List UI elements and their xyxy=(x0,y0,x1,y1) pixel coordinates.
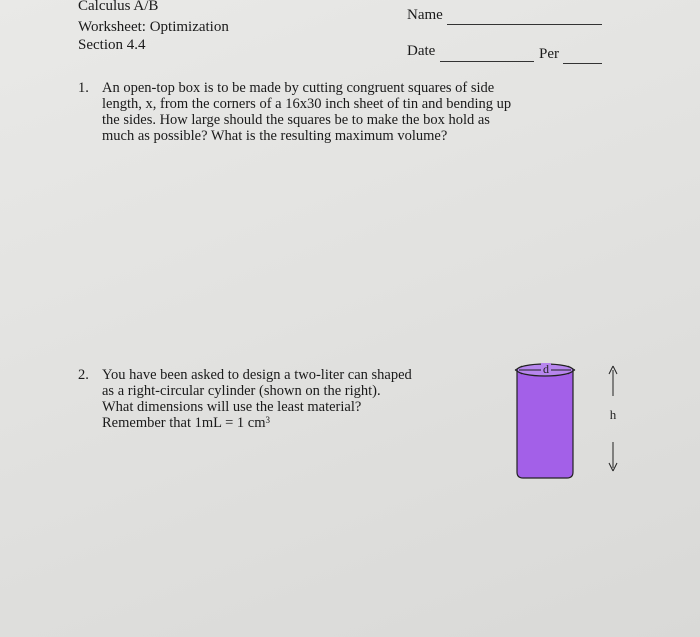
problem-1-line: much as possible? What is the resulting maximum volume? xyxy=(102,128,448,144)
name-blank[interactable] xyxy=(447,24,602,25)
problem-1-text xyxy=(102,80,511,144)
height-label: h xyxy=(609,407,617,422)
section-label: Section 4.4 xyxy=(78,37,146,53)
problem-2-line: as a right-circular cylinder (shown on the right). xyxy=(102,383,381,399)
problem-1-line: the sides. How large should the squares be to make the box hold as xyxy=(102,112,490,128)
problem-1-line: An open-top box is to be made by cutting congruent squares of side xyxy=(102,80,495,96)
cylinder-diagram xyxy=(505,358,635,483)
course-title: Calculus A/B xyxy=(78,0,159,14)
problem-2-remember xyxy=(102,415,412,431)
problem-1-number: 1. xyxy=(78,80,89,96)
problem-2 xyxy=(78,367,458,437)
problem-2-number: 2. xyxy=(78,367,89,383)
name-label: Name xyxy=(407,7,443,23)
per-blank[interactable] xyxy=(563,63,602,64)
per-label: Per xyxy=(539,46,559,62)
date-blank[interactable] xyxy=(440,61,534,62)
problem-1-line: length, x, from the corners of a 16x30 inch sheet of tin and bending up xyxy=(102,96,512,112)
cube-exponent: 3 xyxy=(265,415,270,425)
problem-2-line: You have been asked to design a two-liter can shaped xyxy=(102,367,412,383)
date-label: Date xyxy=(407,43,436,59)
problem-2-line: What dimensions will use the least material? xyxy=(102,399,362,415)
cylinder-body xyxy=(517,370,573,478)
diameter-label: d xyxy=(543,362,549,376)
remember-text: Remember that 1mL = 1 cm xyxy=(102,415,266,431)
problem-2-text xyxy=(102,367,412,431)
worksheet-title: Worksheet: Optimization xyxy=(78,19,229,35)
problem-1 xyxy=(78,80,558,150)
